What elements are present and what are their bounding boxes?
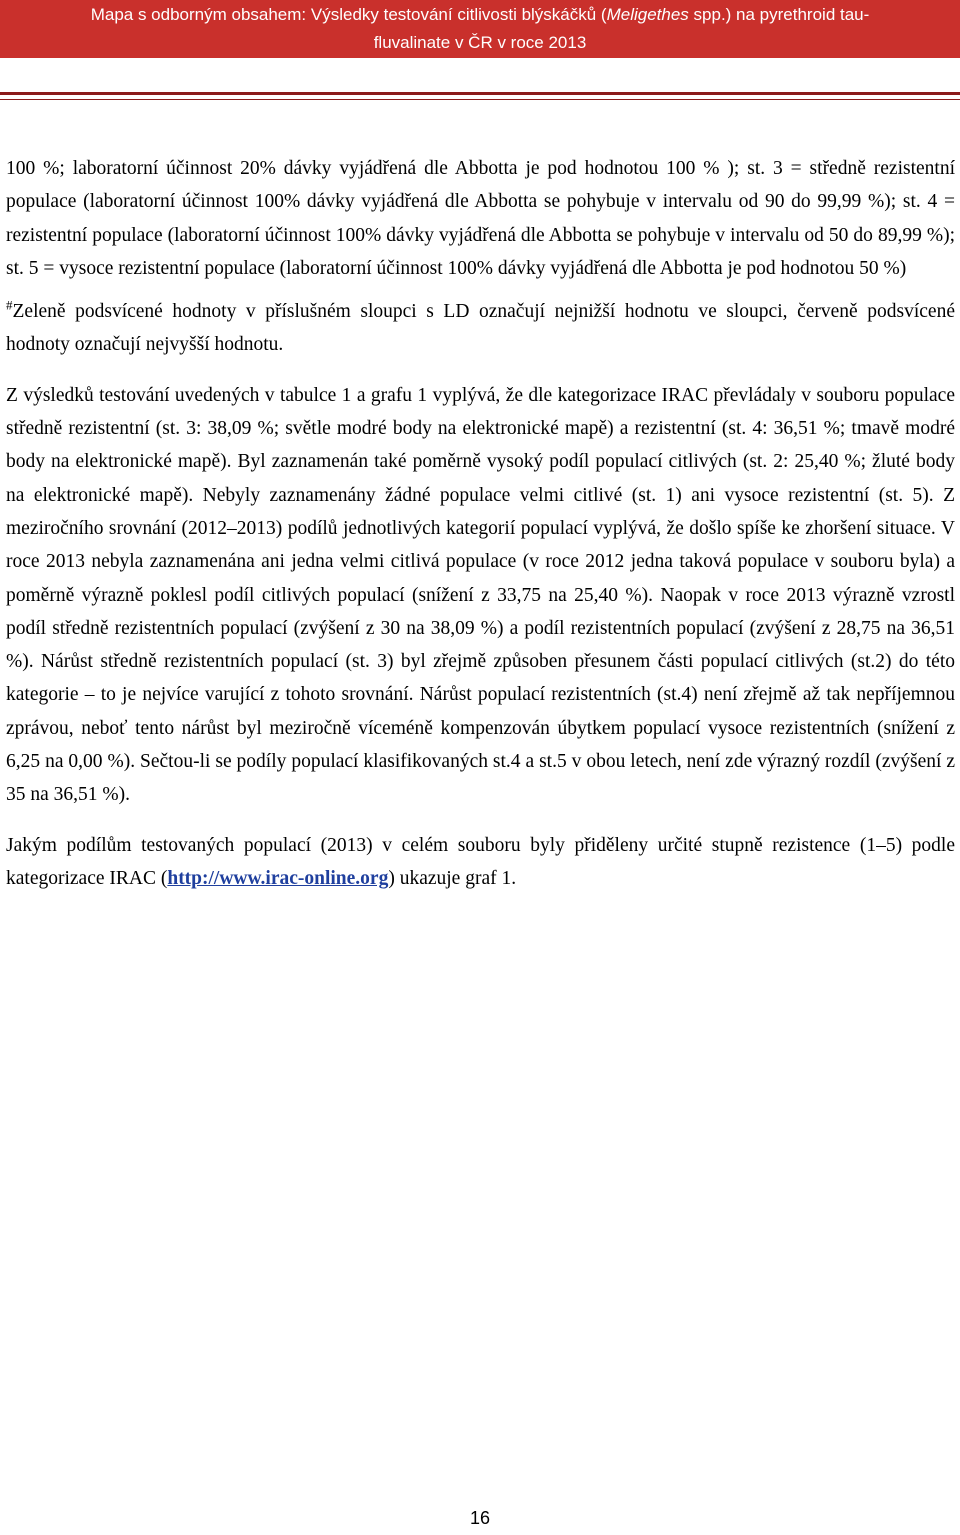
header-divider xyxy=(0,92,960,100)
header-title-line2: fluvalinate v ČR v roce 2013 xyxy=(373,33,587,52)
page-header xyxy=(0,0,960,58)
irac-link[interactable]: http://www.irac-online.org xyxy=(167,867,389,889)
paragraph-graph-ref: Jakým podílům testovaných populací (2013) v celém souboru byly přiděleny určité stupně rezistence (1–5) podle kategorizace IRAC (http://www.irac-online.org) ukazuje graf 1. xyxy=(6,834,955,889)
paragraph-note: #Zeleně podsvícené hodnoty v příslušném sloupci s LD označují nejnižší hodnotu ve sloupci, červeně podsvícené hodnoty označují nejvyšší hodnotu. xyxy=(6,297,955,356)
paragraph-results: Z výsledků testování uvedených v tabulce 1 a grafu 1 vyplývá, že dle kategorizace IRAC převládaly v souboru populace středně rezistentní (st. 3: 38,09 %; světle modré body na elektronické mapě) a rezistentní (st. 4: 36,51 %; tmavě modré body na elektronické mapě). Byl zaznamenán také poměrně vysoký podíl populací citlivých (st. 2: 25,40 %; žluté body na elektronické mapě). Nebyly zaznamenány žádné populace velmi citlivé (st. 1) ani vysoce rezistentní (st. 5). Z meziročního srovnání (2012–2013) podílů jednotlivých kategorií populací vyplývá, že došlo spíše ke zhoršení situace. V roce 2013 nebyla zaznamenána ani jedna velmi citlivá populace (v roce 2012 jedna taková populace v souboru byla) a poměrně výrazně poklesl podíl citlivých populací (snížení z 33,75 na 25,40 %). Naopak v roce 2013 výrazně vzrostl podíl středně rezistentních populací (zvýšení z 30 na 38,09 %) a podíl rezistentních populací (zvýšení z 28,75 na 36,51 %). Nárůst středně rezistentních populací (st. 3) byl zřejmě způsoben přesunem části populací citlivých (st.2) do této kategorie – to je nejvíce varující z tohoto srovnání. Nárůst populací rezistentních (st.4) není zřejmě až tak nepříjemnou zprávou, neboť tento nárůst byl meziročně víceméně kompenzován úbytkem populací vysoce rezistentních (snížení z 6,25 na 0,00 %). Sečtou-li se podíly populací klasifikovaných st.4 a st.5 v obou letech, není zde výrazný rozdíl (zvýšení z 35 na 36,51 %). xyxy=(6,384,955,806)
note-mark: # xyxy=(6,297,13,313)
document-body xyxy=(6,152,955,895)
page-number: 16 xyxy=(469,1508,491,1528)
paragraph-legend: 100 %; laboratorní účinnost 20% dávky vyjádřená dle Abbotta je pod hodnotou 100 % ); st. 3 = středně rezistentní populace (laboratorní účinnost 100% dávky vyjádřená dle Abbotta se pohybuje v intervalu od 90 do 99,99 %); st. 4 = rezistentní populace (laboratorní účinnost 100% dávky vyjádřená dle Abbotta se pohybuje v intervalu od 50 do 89,99 %); st. 5 = vysoce rezistentní populace (laboratorní účinnost 100% dávky vyjádřená dle Abbotta je pod hodnotou 50 %) xyxy=(6,158,955,279)
header-genus-name: Meligethes xyxy=(606,5,689,24)
header-title-line1: Mapa s odborným obsahem: Výsledky testování citlivosti blýskáčků (Meligethes spp.) na pyrethroid tau- xyxy=(90,5,870,24)
